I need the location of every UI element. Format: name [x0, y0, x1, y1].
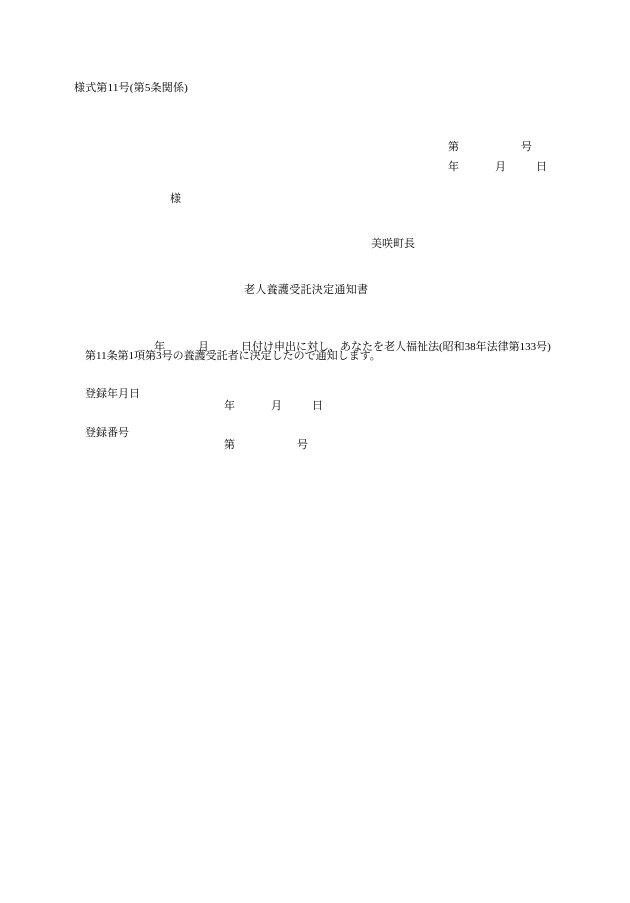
registration-number-suffix: 号 — [297, 439, 308, 451]
registration-date-day: 日 — [312, 400, 323, 412]
document-date-month: 月 — [495, 161, 506, 173]
document-title: 老人養護受託決定通知書 — [244, 284, 369, 296]
document-date-year: 年 — [448, 161, 459, 173]
registration-number-field — [213, 424, 308, 464]
document-date-field — [437, 146, 547, 186]
document-number-suffix: 号 — [521, 141, 532, 153]
registration-date-label: 登録年月日 — [85, 388, 140, 400]
issuer-name: 美咲町長 — [371, 238, 415, 250]
registration-date-year: 年 — [224, 400, 235, 412]
registration-number-label: 登録番号 — [85, 427, 129, 439]
document-date-day: 日 — [536, 161, 547, 173]
body-paragraph-line-2: 第11条第1項第3号の養護受託者に決定したので通知します。 — [85, 350, 381, 362]
registration-number-prefix: 第 — [224, 439, 235, 451]
body-date-month: 月 — [198, 341, 209, 353]
document-number-prefix: 第 — [448, 141, 459, 153]
body-line1-text: 日付け申出に対し、あなたを老人福祉法(昭和38年法律第133号) — [241, 341, 551, 353]
addressee-honorific: 様 — [170, 193, 181, 205]
form-number: 様式第11号(第5条関係) — [74, 82, 189, 94]
body-date-year: 年 — [154, 341, 165, 353]
registration-date-field — [213, 385, 323, 425]
registration-date-month: 月 — [271, 400, 282, 412]
